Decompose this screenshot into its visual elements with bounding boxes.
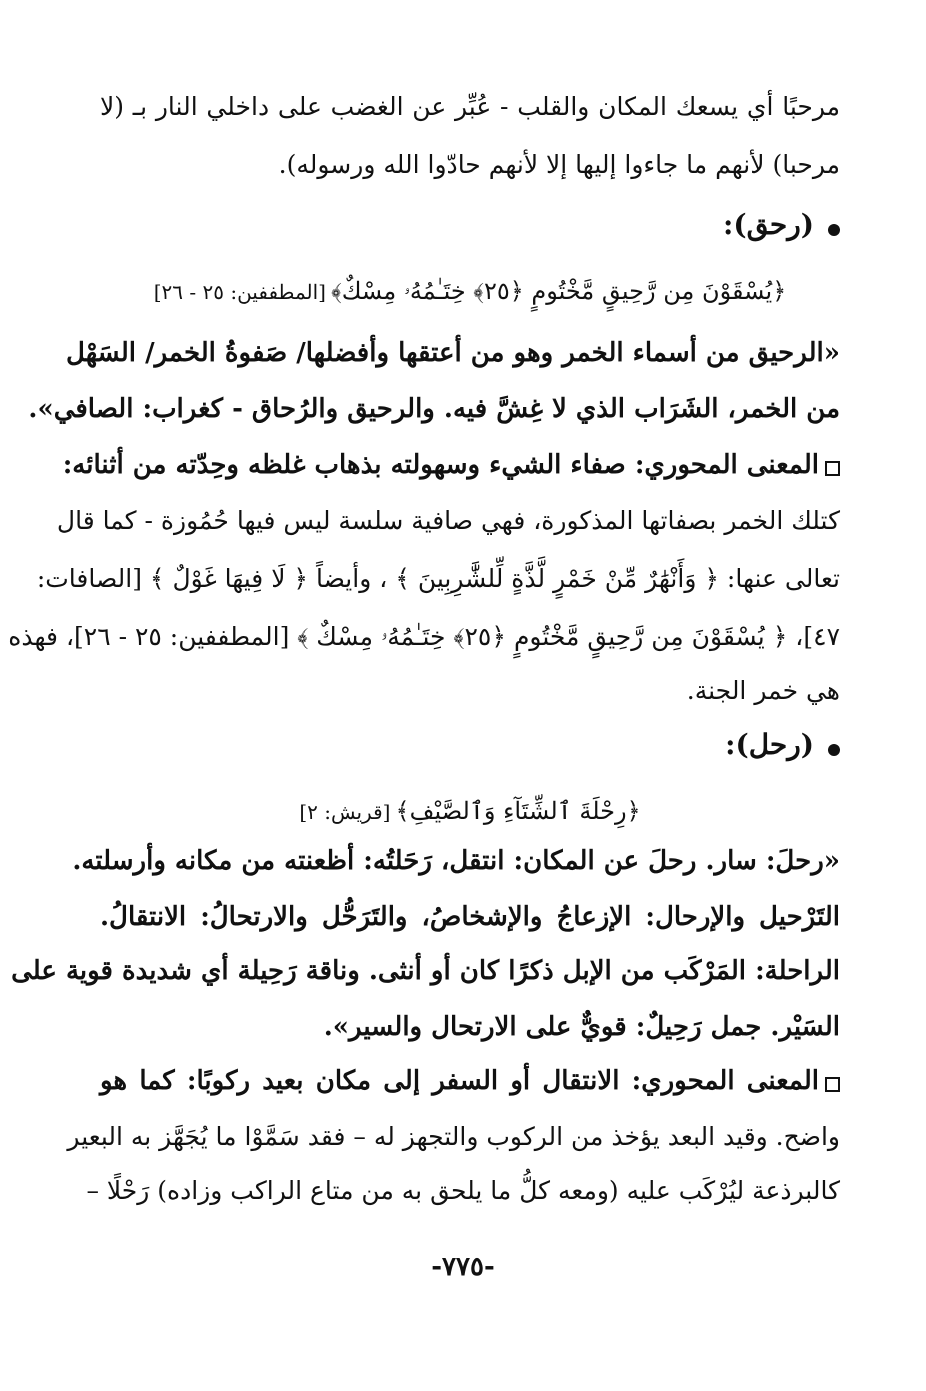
section-heading-rahiq [100,200,840,254]
definition-line: التَرْحيل والإرحال: الإزعاجُ والإشخاصُ، والتَرَحُّل والارتحالُ: الانتقالُ. [100,902,840,932]
bullet-icon [828,744,840,756]
definition-line: من الخمر، الشَرَاب الذي لا غِشَّ فيه. والرحيق والرُحاق - كغراب: الصافي». [28,394,840,424]
core-meaning-rahl [100,1056,840,1110]
quran-verse-rahl [100,786,840,840]
core-meaning-rahiq [62,440,840,494]
page-number: -٧٧٥- [431,1252,495,1282]
text-line: مرحبا) لأنهم ما جاءوا إليها إلا لأنهم حادّوا الله ورسوله). [278,150,840,179]
text-line: ٤٧]، ﴿ يُسْقَوْنَ مِن رَّحِيقٍ مَّخْتُومٍ ﴿٢٥﴾ خِتَـٰمُهُۥ مِسْكٌ ﴾ [المطففين: ٢٥ - ٢٦]، فهذه [8,622,840,651]
text-line: كالبرذعة ليُرْكَب عليه (ومعه كلُّ ما يلحق به من متاع الراكب وزاده) رَحْلًا – [86,1176,840,1205]
square-box-icon [825,461,840,476]
verse-reference: [قريش: ٢] [299,800,391,824]
verse-reference: [المطففين: ٢٥ - ٢٦] [153,280,326,304]
bullet-icon [828,224,840,236]
text-line: واضح. وقيد البعد يؤخذ من الركوب والتجهز له – فقد سَمَّوْا ما يُجَهَّز به البعير [67,1122,840,1151]
text-line: هي خمر الجنة. [686,676,840,705]
text-line: تعالى عنها: ﴿ وَأَنْهَٰرٌ مِّنْ خَمْرٍ لَّذَّةٍ لِّلشَّٰرِبِينَ ﴾ ، وأيضاً ﴿ لَا فِيهَا غَوْلٌ ﴾ [الصافات: [36,564,840,593]
definition-line: الراحلة: المَرْكَب من الإبل ذكرًا كان أو أنثى. وناقة رَحِيلة أي شديدة قوية على [11,956,840,986]
heading-label: (رحق): [722,208,814,241]
core-meaning-text: المعنى المحوري: الانتقال أو السفر إلى مكان بعيد ركوبًا: كما هو [100,1066,819,1096]
verse-text: ﴿يُسْقَوْنَ مِن رَّحِيقٍ مَّخْتُومٍ ﴿٢٥﴾ خِتَـٰمُهُۥ مِسْكٌ﴾ [331,277,787,305]
square-box-icon [825,1077,840,1092]
definition-line: «الرحيق من أسماء الخمر وهو من أعتقها وأفضلها/ صَفوةُ الخمر/ السَهْل [66,338,840,368]
verse-text: ﴿رِحْلَةَ ٱلشِّتَآءِ وَٱلصَّيْفِ﴾ [395,797,641,825]
section-heading-rahl [100,720,840,774]
quran-verse-rahiq [100,266,840,320]
definition-line: السَيْر. جمل رَحِيلٌ: قويٌّ على الارتحال والسير». [323,1012,840,1042]
heading-label: (رحل): [725,728,814,761]
definition-line: «رحلَ: سار. رحلَ عن المكان: انتقل، رَحَلتُه: أظعنته من مكانه وأرسلته. [72,846,840,876]
text-line: مرحبًا أي يسعك المكان والقلب - عُبِّر عن الغضب على داخلي النار بـ (لا [100,92,840,121]
core-meaning-text: المعنى المحوري: صفاء الشيء وسهولته بذهاب غلظه وحِدّته من أثنائه: [62,450,819,480]
text-line: كتلك الخمر بصفاتها المذكورة، فهي صافية سلسة ليس فيها حُمُوزة - كما قال [56,506,840,535]
